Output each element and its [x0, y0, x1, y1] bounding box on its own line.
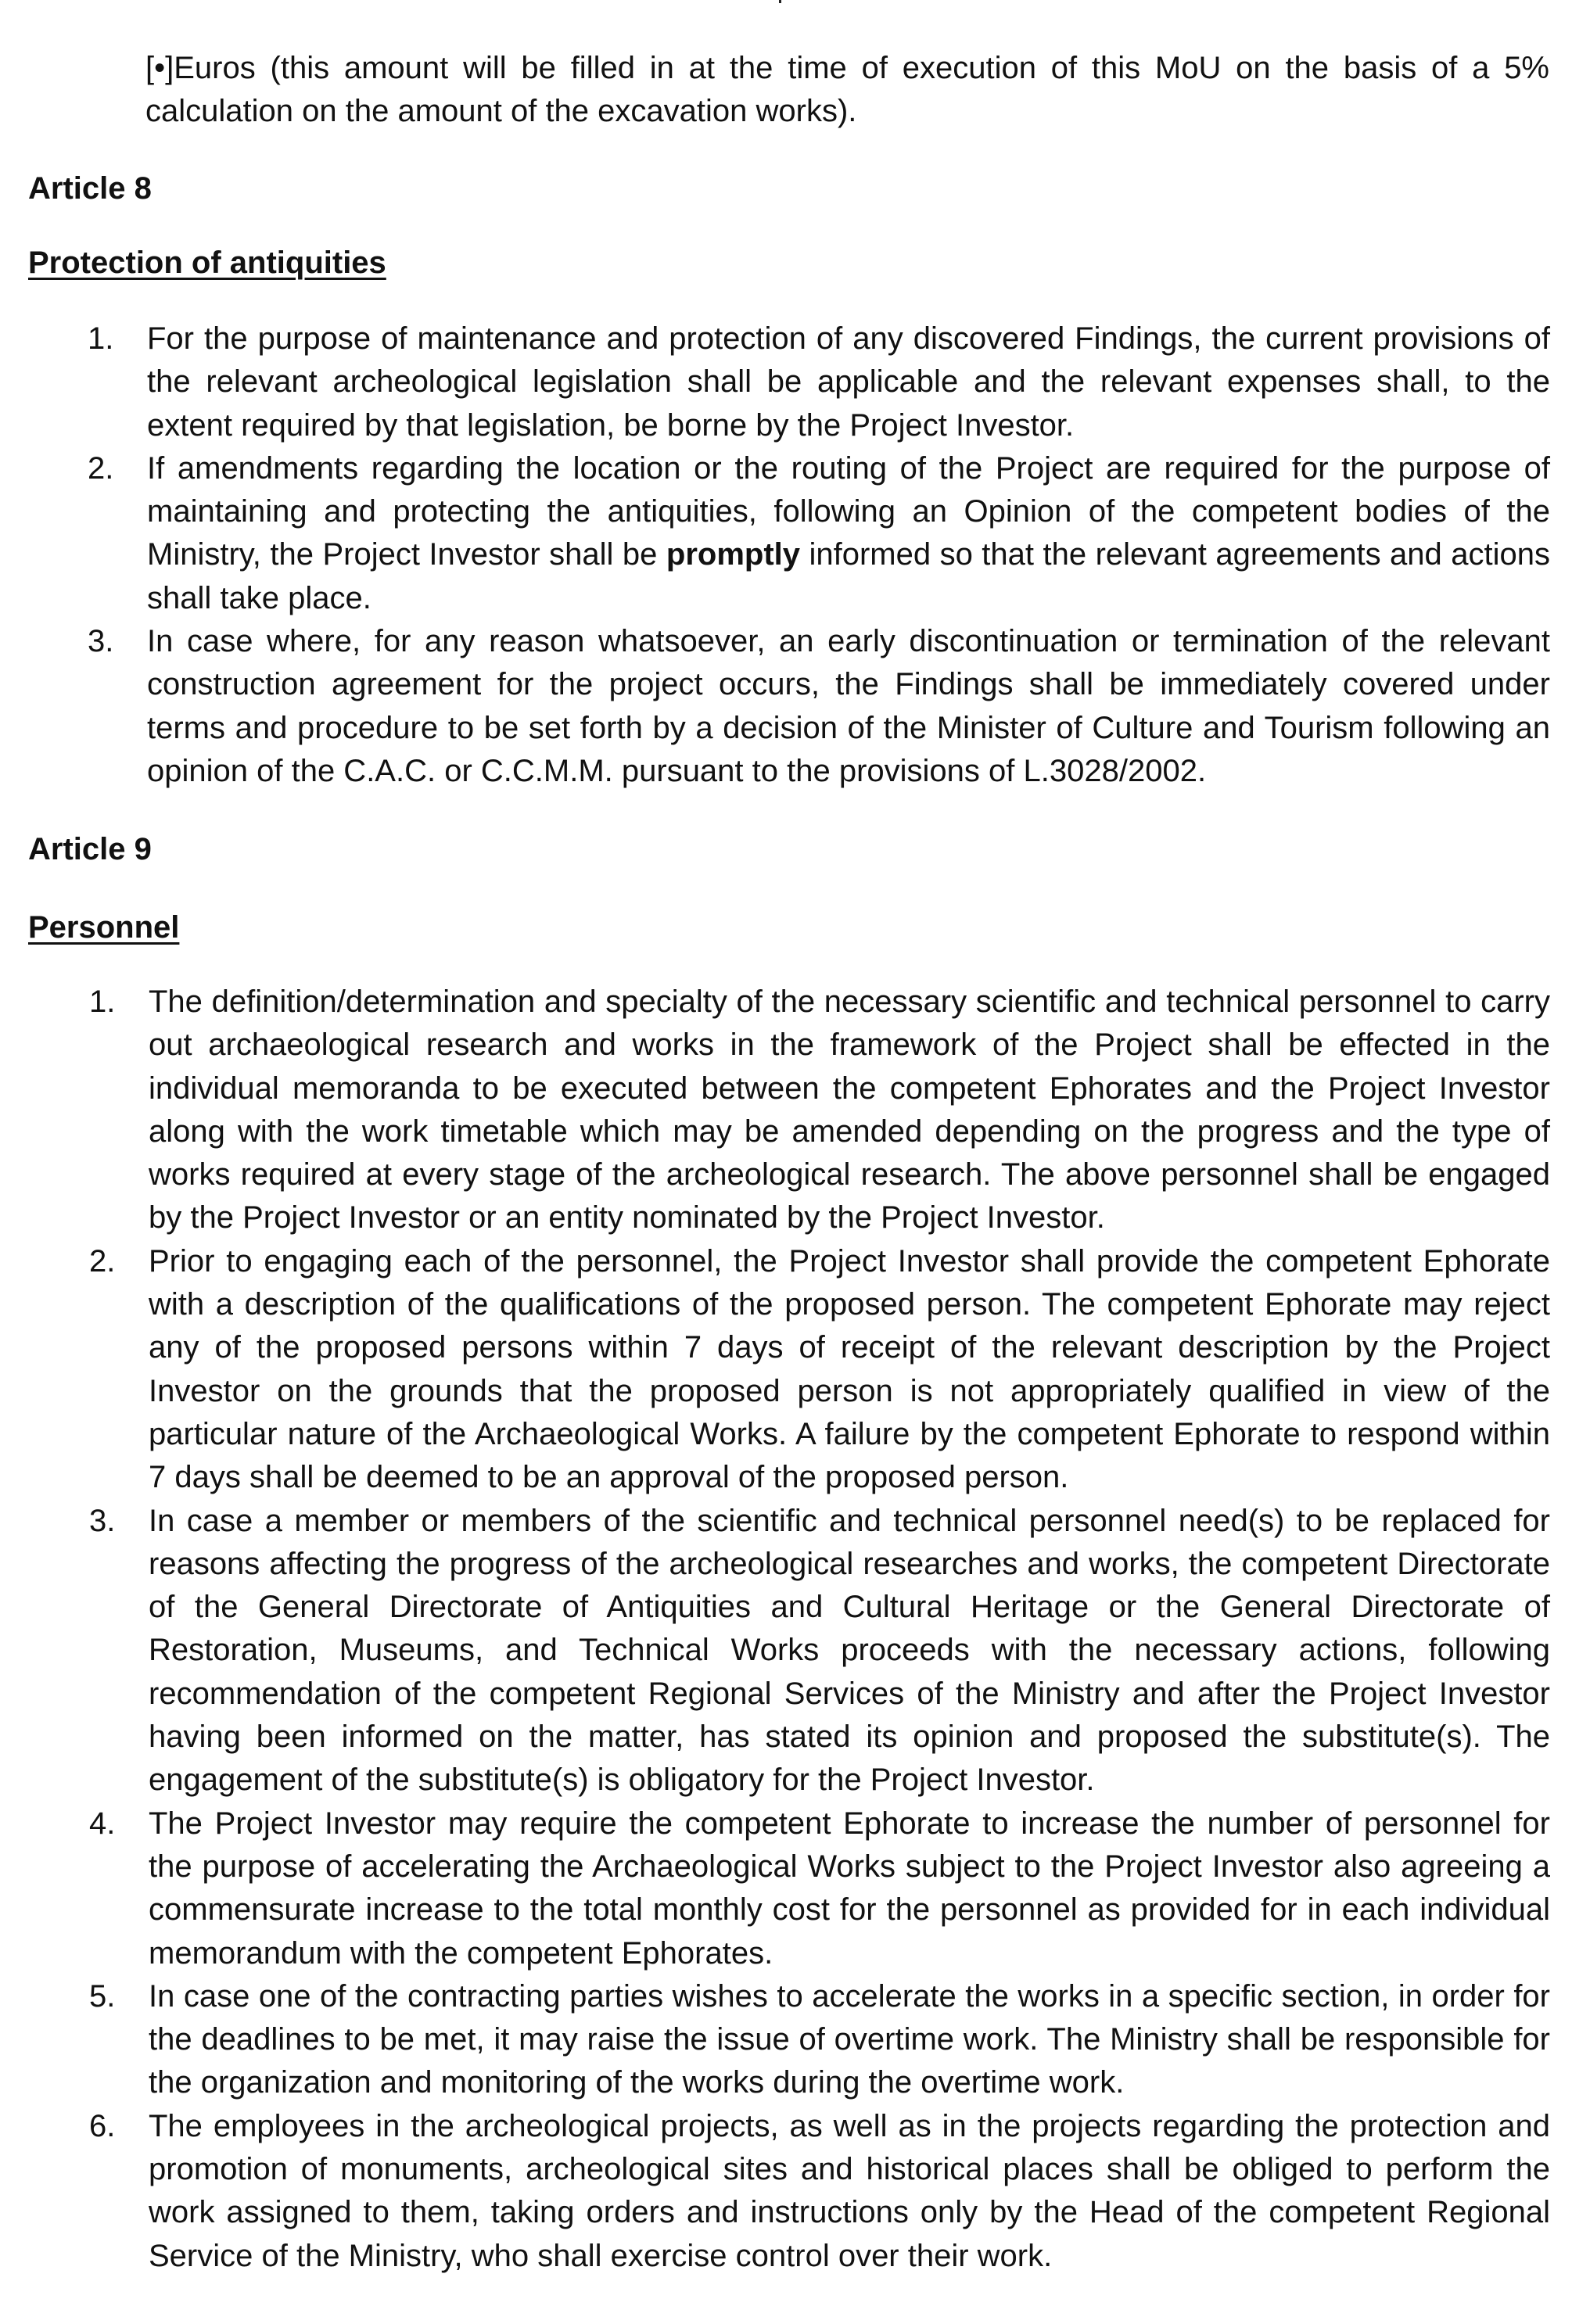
list-item-number: 5.	[89, 1978, 116, 2014]
list-item-text: The employees in the archeological projects, as well as in the projects regarding the protection and promotion of monuments, archeological sites and historical places shall be obliged to perform the work assigned to them, taking orders and instructions only by the Head of the competent Regional Service of the Ministry, who shall exercise control over their work.	[149, 2108, 1550, 2273]
article-8-list	[0, 317, 1550, 793]
list-item-text: In case a member or members of the scientific and technical personnel need(s) to be replaced for reasons affecting the progress of the archeological researches and works, the competent Directorate of the General Directorate of Antiquities and Cultural Heritage or the General Directorate of Restoration, Museums, and Technical Works proceeds with the necessary actions, following recommendation of the competent Regional Services of the Ministry and after the Project Investor having been informed on the matter, has stated its opinion and proposed the substitute(s). The engagement of the substitute(s) is obligatory for the Project Investor.	[149, 1503, 1550, 1798]
list-item-text-after: informed so that the relevant agreements and actions shall take place.	[147, 537, 1550, 615]
list-item-text: In case one of the contracting parties wishes to accelerate the works in a specific section, in order for the deadlines to be met, it may raise the issue of overtime work. The Ministry shall be responsible for the organization and monitoring of the works during the overtime work.	[149, 1978, 1550, 2100]
list-item	[0, 1802, 1550, 1975]
list-item	[0, 1500, 1550, 1802]
list-item-text: For the purpose of maintenance and protection of any discovered Findings, the current provisions of the relevant archeological legislation shall be applicable and the relevant expenses shall, to the extent required by that legislation, be borne by the Project Investor.	[147, 321, 1550, 443]
list-item-number: 6.	[89, 2108, 116, 2143]
section-heading-protection-of-antiquities: Protection of antiquities	[28, 246, 386, 280]
list-item-number: 4.	[89, 1806, 116, 1841]
list-item-text: The Project Investor may require the competent Ephorate to increase the number of personnel for the purpose of accelerating the Archaeological Works subject to the Project Investor also agreeing a commensurate increase to the total monthly cost for the personnel as provided for in each individual memorandum with the competent Ephorates.	[149, 1806, 1550, 1971]
list-item	[0, 2105, 1550, 2278]
list-item-number: 3.	[89, 1503, 116, 1538]
article-8-title: Article 8	[28, 171, 152, 206]
list-item-text	[147, 451, 1550, 615]
intro-paragraph: [•]Euros (this amount will be filled in at the time of execution of this MoU on the basis of a 5% calculation on the amount of the excavation works).	[145, 51, 1549, 129]
emphasis-promptly: promptly	[666, 537, 801, 572]
list-item-text-before: If amendments regarding the location or the routing of the Project are required for the purpose of maintaining and protecting the antiquities, following an Opinion of the competent bodies of the Ministry, the Project Investor shall be	[147, 450, 1550, 572]
list-item-number: 1.	[89, 984, 116, 1019]
list-item-number: 2.	[88, 450, 114, 486]
list-item-text: In case where, for any reason whatsoever, an early discontinuation or termination of the relevant construction agreement for the project occurs, the Findings shall be immediately covered under terms and procedure to be set forth by a decision of the Minister of Culture and Tourism following an opinion of the C.A.C. or C.C.M.M. pursuant to the provisions of L.3028/2002.	[147, 624, 1550, 788]
list-item	[0, 1975, 1550, 2105]
list-item-text: The definition/determination and specialty of the necessary scientific and technical personnel to carry out archaeological research and works in the framework of the Project shall be effected in the individual memoranda to be executed between the competent Ephorates and the Project Investor along with the work timetable which may be amended depending on the progress and the type of works required at every stage of the archeological research. The above personnel shall be engaged by the Project Investor or an entity nominated by the Project Investor.	[149, 984, 1550, 1236]
list-item-number: 2.	[89, 1243, 116, 1279]
list-item	[0, 1240, 1550, 1500]
list-item	[0, 620, 1550, 793]
section-heading-personnel: Personnel	[28, 910, 180, 945]
list-item-number: 1.	[88, 321, 114, 356]
list-item	[0, 317, 1550, 447]
article-9-title: Article 9	[28, 832, 152, 866]
scan-artifact-mark	[779, 0, 781, 3]
list-item	[0, 981, 1550, 1240]
article-9-list	[0, 981, 1550, 2278]
list-item-number: 3.	[88, 624, 114, 659]
list-item	[0, 447, 1550, 620]
list-item-text: Prior to engaging each of the personnel, the Project Investor shall provide the competent Ephorate with a description of the qualifications of the proposed person. The competent Ephorate may reject any of the proposed persons within 7 days of receipt of the relevant description by the Project Investor on the grounds that the proposed person is not appropriately qualified in view of the particular nature of the Archaeological Works. A failure by the competent Ephorate to respond within 7 days shall be deemed to be an approval of the proposed person.	[149, 1243, 1550, 1495]
